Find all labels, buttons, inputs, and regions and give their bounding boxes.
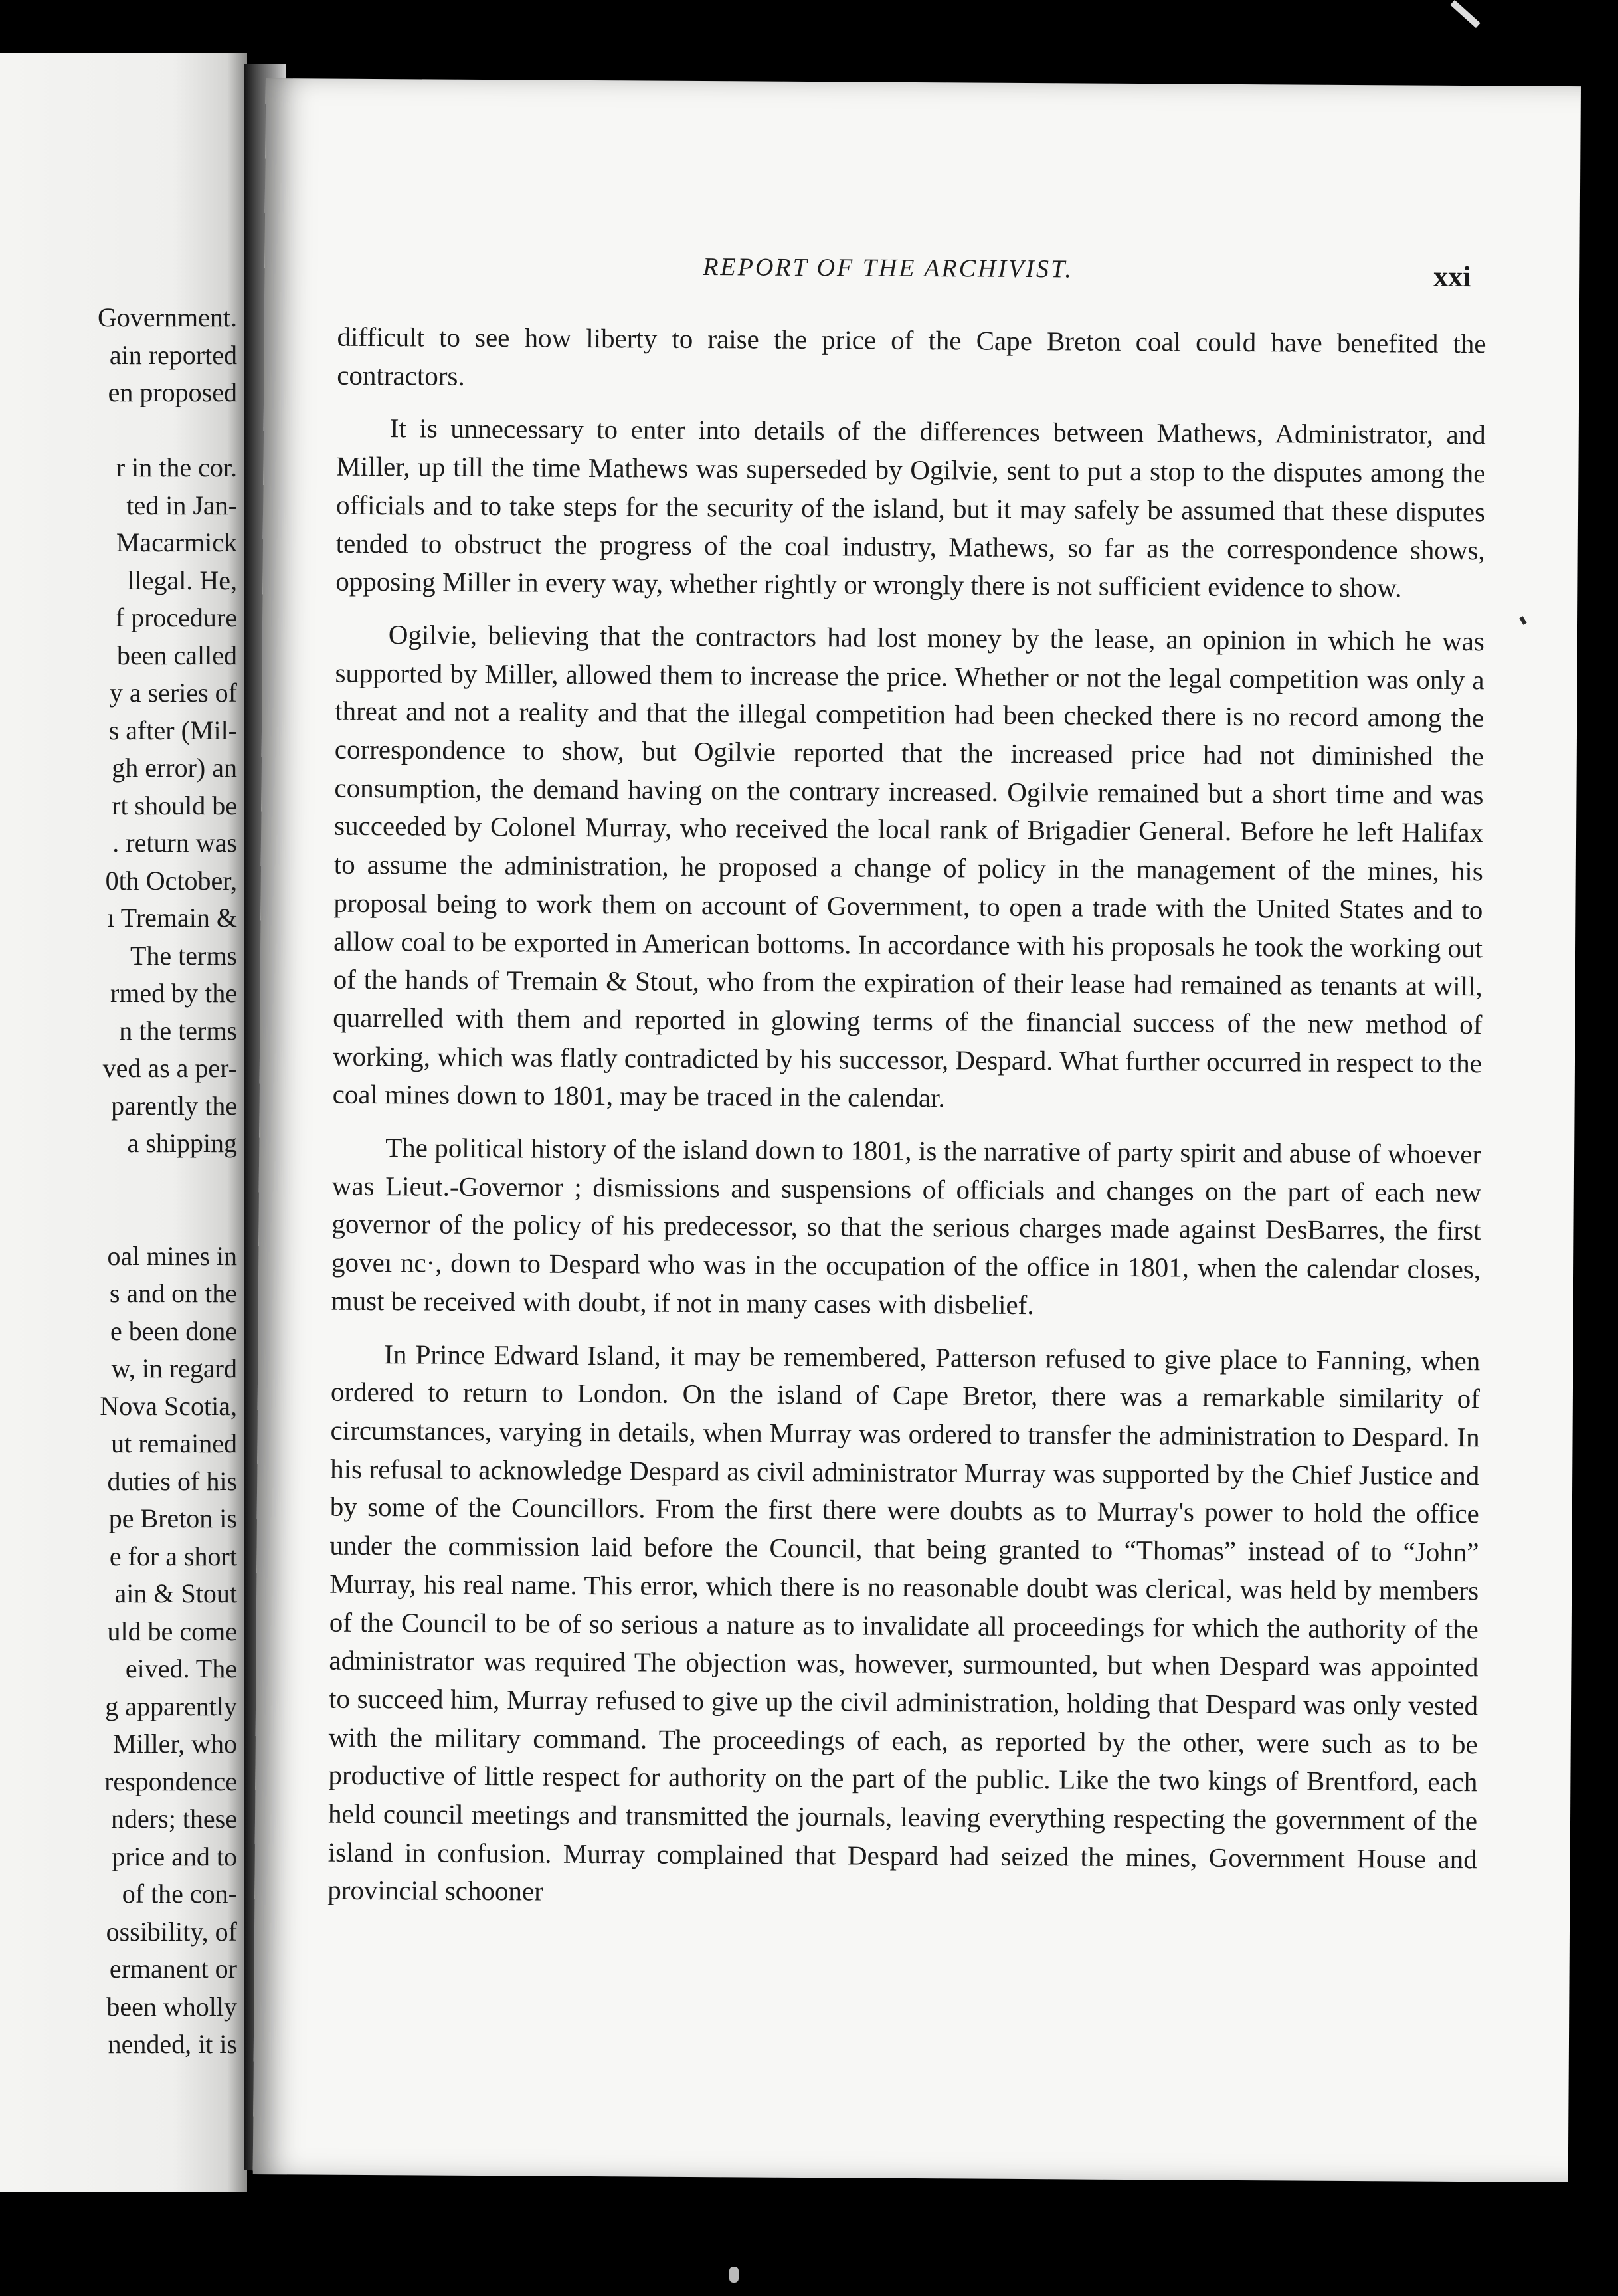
body-text [327,318,1486,1932]
scan-corner-mark [1450,0,1480,28]
left-page-line: uld be come [107,1616,237,1646]
paragraph-2: It is unnecessary to enter into details of the differences between Mathews, Administrator, and Miller, up till the time Mathews was superseded by Ogilvie, sent to put a stop to the disputes among the officials and to take steps for the security of the island, but it may safely be assumed that these disputes tended to obstruct the progress of the coal industry, Mathews, so far as the correspondence shows, opposing Miller in every way, whether rightly or wrongly there is not sufficient evidence to show. [335,413,1486,603]
left-page-line: nended, it is [108,2029,237,2059]
left-page-line: Macarmick [116,527,237,557]
left-page-line: gh error) an [112,753,237,783]
left-page-line: Nova Scotia, [100,1390,237,1421]
right-page [253,78,1581,2182]
left-page-line: n the terms [119,1015,237,1046]
left-page-line: llegal. He, [127,565,237,595]
left-page-line: ossibility, of [106,1916,237,1947]
left-page-line: pe Breton is [108,1503,237,1533]
left-page-line: 0th October, [105,865,237,896]
left-page-line: eived. The [125,1654,237,1683]
page-number: xxi [1433,260,1471,294]
left-page-line: r in the cor. [116,452,237,482]
left-page-line: s and on the [109,1278,237,1308]
left-page-line: ı Tremain & [107,903,237,933]
left-page-line: w, in regard [111,1353,237,1383]
left-page-line: y a series of [109,678,237,708]
left-page [0,53,247,2192]
left-page-line: The terms [130,940,237,971]
left-page-line: e been done [110,1315,237,1346]
left-page-line: price and to [112,1841,237,1871]
left-page-line: ved as a per- [102,1053,237,1083]
paragraph-5: In Prince Edward Island, it may be remembered, Patterson refused to give place to Fanning, when ordered to return to London. On the island of Cape Bretor, there was a remarkable similarity of circumstances, varying in details, when Murray was ordered to transfer the administration to Despard. In his refusal to acknowledge Despard as civil administrator Murray was supported by the Chief Justice and by some of the Councillors. From the first there were doubts as to Murray's power to hold the office under the commission laid before the Council, that being granted to “Thomas” instead of to “John” Murray, his real name. This error, which there is no reasonable doubt was clerical, was held by members of the Council to be of so serious a nature as to invalidate all proceedings for which the authority of the administrator was required The objection was, however, surmounted, but when Despard was appointed to succeed him, Murray refused to give up the civil administration, holding that Despard was only vested with the military command. The proceedings of each, as reported by the other, were such as to be productive of little respect for authority on the part of the public. Like the two kings of Brentford, each held council meetings and transmitted the journals, leaving everything respecting the government of the island in confusion. Murray complained that Despard had seized the mines, Government House and provincial schooner [327,1338,1481,1907]
paragraph-1: difficult to see how liberty to raise the price of the Cape Breton coal could have benefited the contractors. [337,321,1486,391]
scan-bottom-mark [729,2267,739,2283]
left-page-line: s after (Mil- [108,715,237,745]
left-page-line: of the con- [122,1879,237,1909]
left-page-line: . return was [112,828,237,858]
left-page-line: Government. [98,302,237,332]
left-page-line: ain & Stout [114,1578,237,1608]
running-head: REPORT OF THE ARCHIVIST. [703,253,1073,284]
left-page-line: ut remained [111,1428,237,1458]
left-page-line: parently the [111,1090,237,1121]
left-page-line: f procedure [115,603,237,632]
paragraph-3: Ogilvie, believing that the contractors had lost money by the lease, an opinion in which he was supported by Miller, allowed them to increase the price. Whether or not the legal competition was only a threat and not a reality and that the illegal competition had been checked there is no record among the correspondence to show, but Ogilvie reported that the increased price had not diminished the consumption, the demand having on the contrary increased. Ogilvie remained but a short time and was succeeded by Colonel Murray, who received the local rank of Brigadier General. Before he left Halifax to assume the administration, he proposed a change of policy in the management of the mines, his proposal being to work them on account of Government, to open a trade with the United States and to allow coal to be exported in American bottoms. In accordance with his proposals he took the working out of the hands of Tremain & Stout, who from the expiration of their lease had remained as tenants at will, quarrelled with them and reported in glowing terms of the financial success of the new method of working, which was flatly contradicted by his successor, Despard. What further occurred in respect to the coal mines down to 1801, may be traced in the calendar. [332,619,1484,1113]
left-page-line: been wholly [106,1991,237,2022]
left-page-line: en proposed [108,377,237,407]
left-page-line: nders; these [111,1804,237,1834]
left-page-line: a shipping [127,1128,237,1158]
left-page-line: oal mines in [107,1240,237,1271]
left-page-line: been called [117,640,237,670]
left-page-line: rmed by the [110,978,237,1008]
left-page-line: rt should be [112,790,237,820]
left-page-line: ain reported [109,339,237,370]
left-page-line: ted in Jan- [126,490,237,520]
left-page-line: Miller, who [112,1729,237,1759]
left-page-line: e for a short [109,1541,237,1571]
left-page-line: g apparently [105,1691,237,1721]
left-page-line: duties of his [107,1466,237,1496]
left-page-line: respondence [104,1766,237,1796]
left-page-line: ermanent or [109,1954,237,1984]
paragraph-4: The political history of the island down to 1801, is the narrative of party spirit and abuse of whoever was Lieut.-Governor ; dismissions and suspensions of officials and changes on the part of each new governor of the policy of his predecessor, so that the serious charges made against DesBarres, the first goveı nc·, down to Despard who was in the occupation of the office in 1801, when the calendar closes, must be received with doubt, if not in many cases with disbelief. [331,1132,1482,1320]
